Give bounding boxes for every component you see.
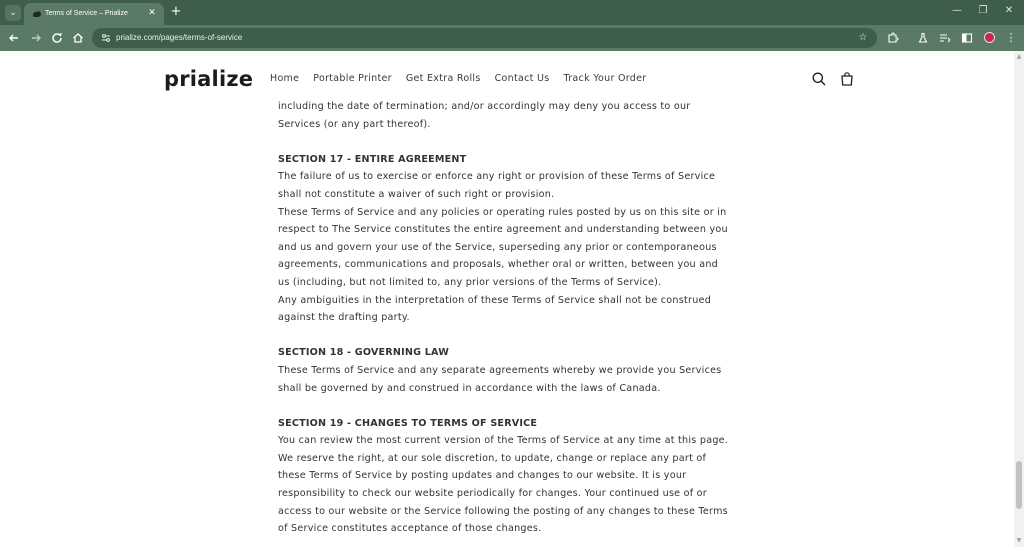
nav-contact-us[interactable]: Contact Us xyxy=(494,73,550,84)
bookmark-star-icon[interactable]: ☆ xyxy=(858,32,868,43)
site-logo[interactable]: prialize xyxy=(164,67,254,91)
lab-flask-icon[interactable] xyxy=(915,30,931,46)
profile-avatar-icon[interactable] xyxy=(984,32,995,43)
site-settings-icon[interactable] xyxy=(99,31,113,45)
url-text: prialize.com/pages/terms-of-service xyxy=(116,33,243,42)
scroll-down-icon[interactable]: ▼ xyxy=(1016,537,1022,544)
forward-arrow-icon[interactable] xyxy=(28,30,44,46)
text-line: Services (or any part thereof). xyxy=(278,118,431,130)
section-heading: SECTION 19 - CHANGES TO TERMS OF SERVICE xyxy=(278,417,538,429)
site-favicon-icon xyxy=(32,9,42,19)
text-line: respect to The Service constitutes the entire agreement and understanding between you xyxy=(278,224,728,236)
restore-icon[interactable]: ❐ xyxy=(978,5,988,16)
home-icon[interactable] xyxy=(70,30,86,46)
text-line: these Terms of Service by posting updates and changes to our website. It is your xyxy=(278,470,687,482)
main-nav xyxy=(270,73,661,85)
text-line: responsibility to check our website periodically for changes. Your continued use of or xyxy=(278,488,707,500)
back-arrow-icon[interactable] xyxy=(6,30,22,46)
text-line: agreements, communications and proposals, whether oral or written, between you and xyxy=(278,259,718,271)
nav-home[interactable]: Home xyxy=(270,73,300,84)
text-line: us (including, but not limited to, any prior versions of the Terms of Service). xyxy=(278,276,662,288)
window-close-icon[interactable]: ✕ xyxy=(1004,5,1014,16)
page-viewport xyxy=(0,51,1014,547)
section-heading: SECTION 18 - GOVERNING LAW xyxy=(278,347,450,359)
browser-toolbar xyxy=(0,25,1024,51)
nav-track-your-order[interactable]: Track Your Order xyxy=(563,73,647,84)
nav-get-extra-rolls[interactable]: Get Extra Rolls xyxy=(405,73,481,84)
page-scrollbar[interactable] xyxy=(1014,51,1024,547)
scroll-thumb[interactable] xyxy=(1016,461,1022,509)
extensions-puzzle-icon[interactable] xyxy=(885,30,901,46)
text-line: Any ambiguities in the interpretation of these Terms of Service shall not be construed xyxy=(278,294,712,306)
scroll-up-icon[interactable]: ▲ xyxy=(1016,53,1022,60)
text-line: We reserve the right, at our sole discretion, to update, change or replace any part of xyxy=(278,452,707,464)
side-panel-icon[interactable] xyxy=(959,30,975,46)
text-line: shall be governed by and construed in accordance with the laws of Canada. xyxy=(278,382,661,394)
text-line: against the drafting party. xyxy=(278,312,410,324)
tab-search-chevron-icon[interactable]: ⌄ xyxy=(5,5,21,21)
minimize-icon[interactable]: — xyxy=(952,5,962,16)
nav-portable-printer[interactable]: Portable Printer xyxy=(313,73,392,84)
new-tab-button[interactable]: + xyxy=(170,4,182,19)
reload-icon[interactable] xyxy=(49,30,65,46)
text-line: shall not constitute a waiver of such right or provision. xyxy=(278,188,555,200)
browser-tab[interactable] xyxy=(24,3,164,25)
menu-kebab-icon[interactable]: ⋮ xyxy=(1005,31,1017,44)
text-line: of Service constitutes acceptance of those changes. xyxy=(278,523,542,535)
tab-title: Terms of Service – Prialize xyxy=(45,10,128,17)
text-line: including the date of termination; and/or accordingly may deny you access to our xyxy=(278,101,691,112)
text-line: These Terms of Service and any separate agreements whereby we provide you Services xyxy=(278,364,722,376)
tab-close-icon[interactable]: ✕ xyxy=(148,8,156,18)
address-bar[interactable] xyxy=(92,28,877,48)
search-icon[interactable] xyxy=(811,71,827,87)
browser-tab-strip xyxy=(0,0,1024,25)
text-line: These Terms of Service and any policies or operating rules posted by us on this site or in xyxy=(278,206,727,218)
cart-icon[interactable] xyxy=(839,71,855,87)
text-line: access to our website or the Service following the posting of any changes to these Terms xyxy=(278,505,728,517)
reading-list-icon[interactable] xyxy=(937,30,953,46)
section-heading: SECTION 17 - ENTIRE AGREEMENT xyxy=(278,153,467,165)
text-line: The failure of us to exercise or enforce any right or provision of these Terms of Service xyxy=(278,171,716,183)
terms-content xyxy=(278,98,740,538)
text-line: You can review the most current version of the Terms of Service at any time at this page. xyxy=(278,435,729,447)
text-line: and us and govern your use of the Service, superseding any prior or contemporaneous xyxy=(278,241,717,253)
